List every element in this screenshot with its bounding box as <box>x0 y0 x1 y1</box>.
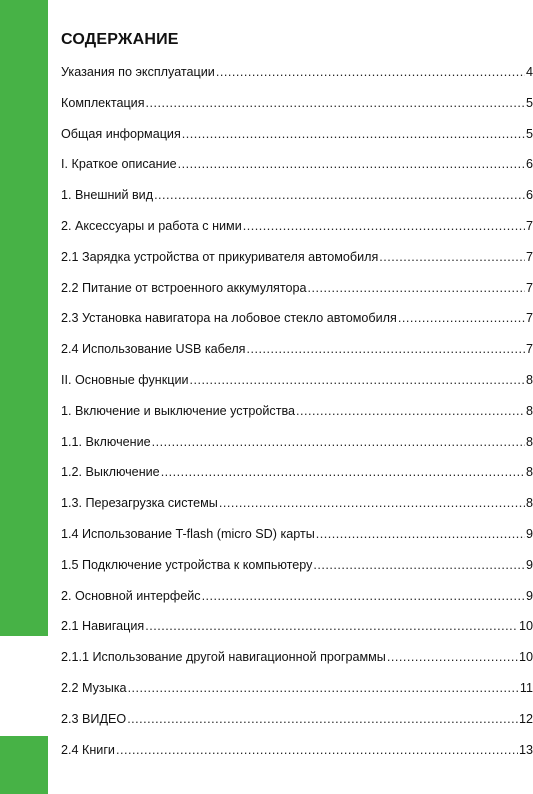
toc-dot-leader <box>182 127 525 141</box>
toc-entry-page-number: 9 <box>525 557 533 572</box>
green-side-strip-bottom <box>0 736 48 794</box>
toc-entry-label: 1. Внешний вид <box>61 188 154 203</box>
toc-entry[interactable] <box>61 435 533 466</box>
toc-dot-leader <box>308 281 525 295</box>
toc-entry-page-number: 8 <box>525 465 533 480</box>
toc-entry-page-number: 12 <box>518 711 533 726</box>
toc-dot-leader <box>190 373 525 387</box>
toc-entry[interactable] <box>61 743 533 774</box>
toc-entry-page-number: 7 <box>525 249 533 264</box>
toc-entry-label: 1.2. Выключение <box>61 465 160 480</box>
toc-entry-label: 2. Аксессуары и работа с ними <box>61 218 242 233</box>
toc-dot-leader <box>219 496 525 510</box>
toc-entry-label: 2.4 Книги <box>61 742 115 757</box>
toc-dot-leader <box>313 558 525 572</box>
toc-dot-leader <box>202 589 525 603</box>
toc-list <box>61 65 533 773</box>
toc-entry-label: 2.2 Питание от встроенного аккумулятора <box>61 280 307 295</box>
toc-entry[interactable] <box>61 650 533 681</box>
toc-entry-page-number: 5 <box>525 95 533 110</box>
toc-entry-label: 1.5 Подключение устройства к компьютеру <box>61 557 313 572</box>
toc-entry-label: 2.3 Установка навигатора на лобовое стекло автомобиля <box>61 311 397 326</box>
toc-entry[interactable] <box>61 712 533 743</box>
toc-entry-page-number: 7 <box>525 280 533 295</box>
toc-dot-leader <box>243 219 525 233</box>
toc-entry-page-number: 7 <box>525 311 533 326</box>
toc-dot-leader <box>247 342 525 356</box>
toc-entry-label: 2.4 Использование USB кабеля <box>61 342 246 357</box>
toc-content <box>61 30 533 773</box>
toc-dot-leader <box>152 435 525 449</box>
toc-dot-leader <box>128 681 519 695</box>
toc-entry[interactable] <box>61 157 533 188</box>
toc-dot-leader <box>296 404 525 418</box>
toc-entry-label: 2.1.1 Использование другой навигационной программы <box>61 650 386 665</box>
toc-entry-label: 2.1 Навигация <box>61 619 145 634</box>
toc-entry-page-number: 8 <box>525 403 533 418</box>
toc-dot-leader <box>146 96 525 110</box>
toc-entry-page-number: 9 <box>525 526 533 541</box>
toc-dot-leader <box>387 650 518 664</box>
page-title: СОДЕРЖАНИЕ <box>61 31 179 48</box>
toc-entry-label: 1.4 Использование T-flash (micro SD) карты <box>61 526 315 541</box>
toc-entry-page-number: 4 <box>525 65 533 79</box>
toc-entry[interactable] <box>61 188 533 219</box>
toc-entry-label: 1.3. Перезагрузка системы <box>61 496 218 511</box>
toc-entry-page-number: 8 <box>525 496 533 511</box>
toc-entry-label: 1. Включение и выключение устройства <box>61 403 296 418</box>
toc-entry-page-number: 5 <box>525 126 533 141</box>
toc-entry[interactable] <box>61 589 533 620</box>
toc-entry-label: 2.3 ВИДЕО <box>61 711 127 726</box>
toc-entry[interactable] <box>61 404 533 435</box>
toc-entry-label: 2. Основной интерфейс <box>61 588 201 603</box>
toc-entry-label: 2.1 Зарядка устройства от прикуривателя автомобиля <box>61 249 379 264</box>
toc-entry-page-number: 6 <box>525 157 533 172</box>
toc-entry[interactable] <box>61 281 533 312</box>
toc-entry[interactable] <box>61 496 533 527</box>
toc-entry[interactable] <box>61 65 533 96</box>
toc-entry-page-number: 8 <box>525 434 533 449</box>
toc-entry-page-number: 9 <box>525 588 533 603</box>
toc-dot-leader <box>398 311 525 325</box>
toc-entry-page-number: 6 <box>525 188 533 203</box>
toc-entry-page-number: 10 <box>518 619 533 634</box>
toc-entry[interactable] <box>61 219 533 250</box>
toc-entry-label: I. Краткое описание <box>61 157 177 172</box>
toc-dot-leader <box>145 619 518 633</box>
toc-entry-page-number: 10 <box>518 650 533 665</box>
toc-dot-leader <box>127 712 518 726</box>
toc-entry[interactable] <box>61 342 533 373</box>
toc-entry-label: II. Основные функции <box>61 372 189 387</box>
toc-dot-leader <box>379 250 525 264</box>
toc-entry-page-number: 7 <box>525 218 533 233</box>
toc-entry-page-number: 11 <box>519 680 533 695</box>
toc-entry[interactable] <box>61 96 533 127</box>
toc-entry[interactable] <box>61 311 533 342</box>
toc-entry[interactable] <box>61 558 533 589</box>
toc-entry[interactable] <box>61 527 533 558</box>
toc-entry-label: Общая информация <box>61 126 181 141</box>
toc-dot-leader <box>116 743 518 757</box>
toc-dot-leader <box>216 65 525 79</box>
toc-entry-label: 2.2 Музыка <box>61 680 127 695</box>
toc-entry[interactable] <box>61 373 533 404</box>
toc-entry-page-number: 8 <box>525 372 533 387</box>
toc-dot-leader <box>161 465 525 479</box>
toc-dot-leader <box>316 527 525 541</box>
toc-entry[interactable] <box>61 619 533 650</box>
toc-entry-page-number: 7 <box>525 342 533 357</box>
toc-entry-label: 1.1. Включение <box>61 434 151 449</box>
toc-dot-leader <box>178 157 525 171</box>
toc-entry-page-number: 13 <box>518 742 533 757</box>
green-side-strip-top <box>0 0 48 636</box>
toc-entry-label: Указания по эксплуатации <box>61 65 215 79</box>
toc-entry[interactable] <box>61 250 533 281</box>
toc-dot-leader <box>154 188 525 202</box>
toc-entry-label: Комплектация <box>61 95 145 110</box>
toc-entry[interactable] <box>61 465 533 496</box>
toc-entry[interactable] <box>61 681 533 712</box>
toc-entry[interactable] <box>61 127 533 158</box>
